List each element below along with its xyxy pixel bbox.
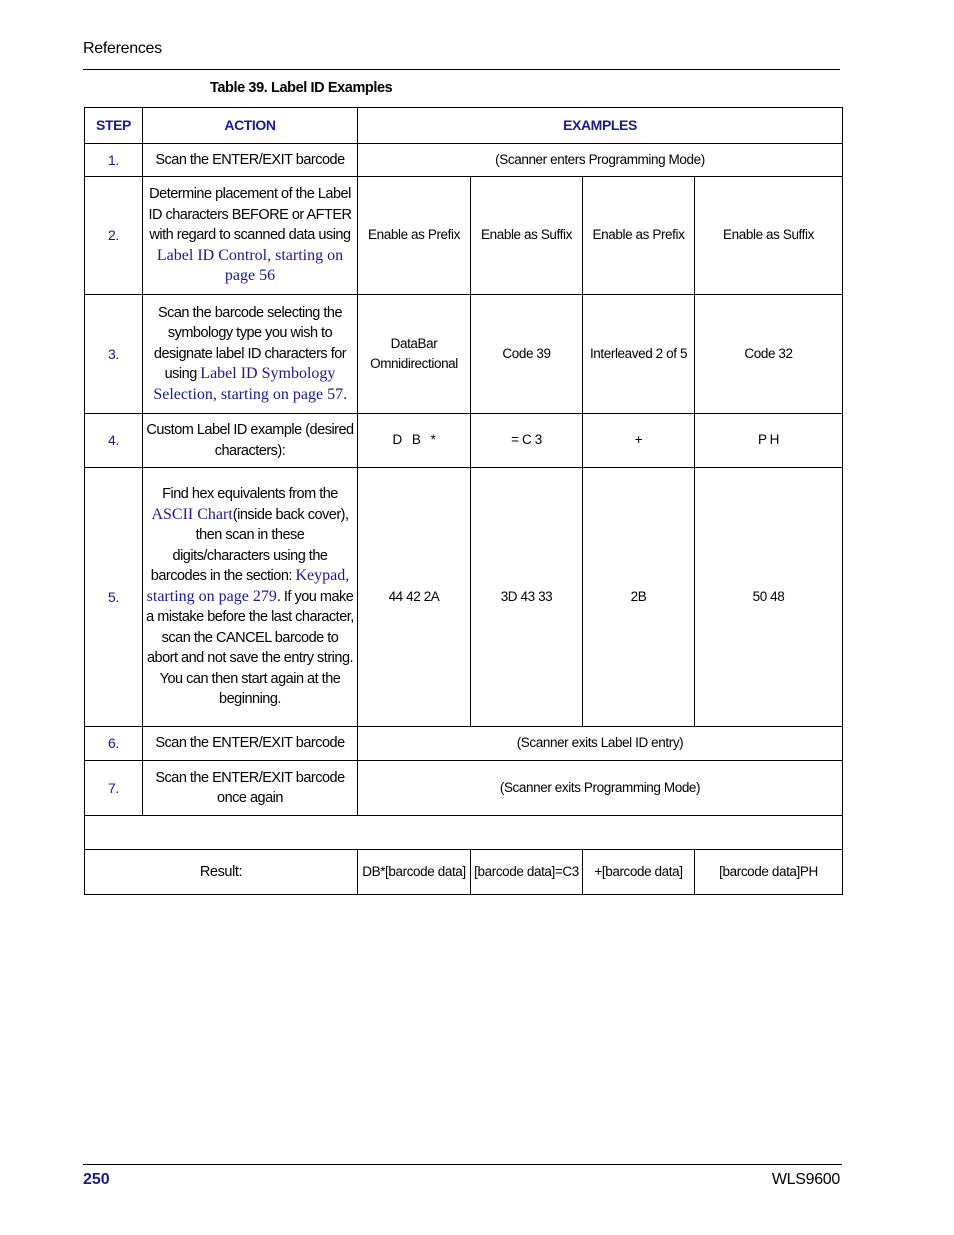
example-cell: Enable as Prefix: [583, 177, 695, 295]
keypad-link[interactable]: Keypad, starting on page 279: [146, 567, 350, 605]
step-action: [143, 177, 358, 295]
ascii-chart-link[interactable]: ASCII Chart: [151, 505, 233, 523]
example-cell: P H: [695, 414, 843, 468]
spacer-row: [85, 816, 843, 850]
action-text: Find hex equivalents from the: [162, 486, 338, 503]
step-action: Scan the ENTER/EXIT barcode: [143, 144, 358, 177]
example-cell: DataBar Omnidirectional: [358, 295, 471, 414]
action-text: Determine placement of the Label ID characters BEFORE or AFTER with regard to scanned data using: [148, 186, 352, 244]
table-row: [85, 177, 843, 295]
table-row: [85, 761, 843, 816]
example-cell: Code 32: [695, 295, 843, 414]
action-text: Scan the barcode selecting the symbology type you wish to designate label ID characters for using: [153, 304, 347, 383]
action-text-mid: (inside back cover), then scan in these digits/characters using the barcodes in the section:: [150, 506, 349, 585]
table-row: [85, 295, 843, 414]
table-row: [85, 144, 843, 177]
result-value: DB*[barcode data]: [358, 850, 471, 895]
example-cell: Interleaved 2 of 5: [583, 295, 695, 414]
step-number: 5.: [85, 468, 143, 727]
example-cell: +: [583, 414, 695, 468]
page-number: 250: [83, 1171, 110, 1188]
example-cell: 50 48: [695, 468, 843, 727]
result-row: [85, 850, 843, 895]
example-cell: D B *: [358, 414, 471, 468]
footer-rule: [83, 1164, 842, 1165]
header-step: STEP: [85, 108, 143, 144]
example-cell: Code 39: [471, 295, 583, 414]
step-number: 1.: [85, 144, 143, 177]
step-note: (Scanner exits Label ID entry): [358, 727, 843, 761]
running-header: References: [83, 40, 162, 57]
step-number: 7.: [85, 761, 143, 816]
example-cell: Enable as Prefix: [358, 177, 471, 295]
example-cell: 3D 43 33: [471, 468, 583, 727]
step-action: Custom Label ID example (desired characters):: [143, 414, 358, 468]
step-action: Scan the ENTER/EXIT barcode once again: [143, 761, 358, 816]
header-action: ACTION: [143, 108, 358, 144]
step-action: [143, 468, 358, 727]
table-row: [85, 414, 843, 468]
header-rule: [83, 69, 840, 70]
table-caption: Table 39. Label ID Examples: [210, 80, 393, 96]
step-number: 2.: [85, 177, 143, 295]
step-action: Scan the ENTER/EXIT barcode: [143, 727, 358, 761]
step-number: 3.: [85, 295, 143, 414]
step-number: 4.: [85, 414, 143, 468]
example-cell: Enable as Suffix: [471, 177, 583, 295]
result-label: Result:: [85, 850, 358, 895]
result-value: [barcode data]=C3: [471, 850, 583, 895]
header-examples: EXAMPLES: [358, 108, 843, 144]
step-number: 6.: [85, 727, 143, 761]
table-row: [85, 468, 843, 727]
example-cell: 2B: [583, 468, 695, 727]
step-note: (Scanner exits Programming Mode): [358, 761, 843, 816]
step-note: (Scanner enters Programming Mode): [358, 144, 843, 177]
table-header-row: [85, 108, 843, 144]
empty-cell: [85, 816, 843, 850]
result-value: +[barcode data]: [583, 850, 695, 895]
example-cell: = C 3: [471, 414, 583, 468]
label-id-examples-table: [84, 107, 843, 895]
label-id-symbology-link[interactable]: Label ID Symbology Selection, starting on page 57: [153, 365, 344, 403]
table-row: [85, 727, 843, 761]
example-cell: Enable as Suffix: [695, 177, 843, 295]
action-text-end: . If you make a mistake before the last character, scan the CANCEL barcode to abort and not save the entry string. You can then start again at the beginning.: [146, 588, 354, 708]
action-text-end: .: [343, 386, 347, 403]
result-value: [barcode data]PH: [695, 850, 843, 895]
label-id-control-link[interactable]: Label ID Control, starting on page 56: [156, 246, 344, 285]
step-action: [143, 295, 358, 414]
example-cell: 44 42 2A: [358, 468, 471, 727]
document-name: WLS9600: [771, 1171, 840, 1188]
